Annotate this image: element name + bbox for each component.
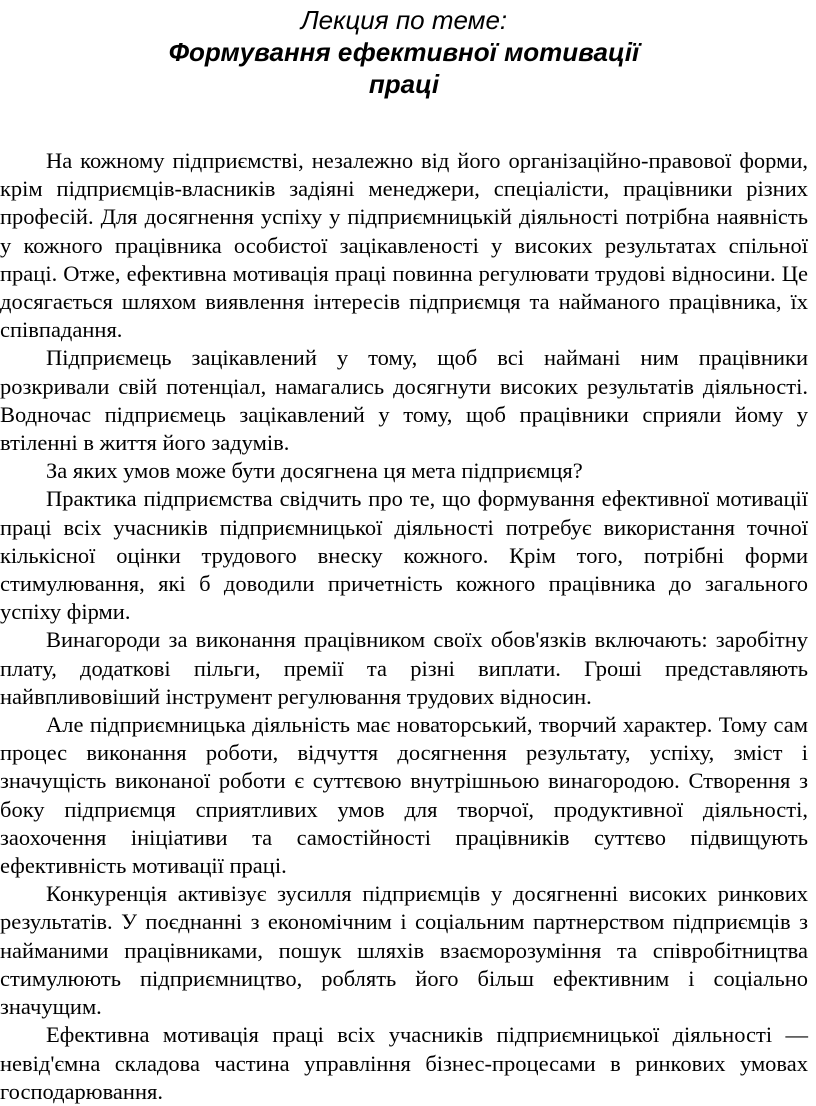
paragraph: Підприємець зацікавлений у тому, щоб всі наймані ним працівники розкривали свій потенціал, намагались досягнути високих результатів діяльності. Водночас підприємець зацікавлений у тому, щоб працівники сприяли йому у втіленні в життя його задумів. (0, 345, 808, 456)
paragraph: Винагороди за виконання працівником своїх обов'язків включають: заробітну плату, додаткові пільги, премії та різні виплати. Гроші представляють найвпливовіший інструмент регулювання трудових відносин. (0, 627, 808, 709)
paragraph: Ефективна мотивація праці всіх учасників підприємницької діяльності — невід'ємна складова частина управління бізнес-процесами в ринкових умовах господарювання. (0, 1022, 808, 1104)
paragraph: На кожному підприємстві, незалежно від його організаційно-правової форми, крім підприємців-власників задіяні менеджери, спеціалісти, працівники різних професій. Для досягнення успіху у підприємницькій діяльності потрібна наявність у кожного працівника особистої зацікавленості у високих результатах спільної праці. Отже, ефективна мотивація праці повинна регулювати трудові відносини. Це досягається шляхом виявлення інтересів підприємця та найманого працівника, їх співпадання. (0, 148, 808, 343)
lecture-body (0, 147, 808, 1106)
paragraph: Але підприємницька діяльність має новаторський, творчий характер. Тому сам процес виконання роботи, відчуття досягнення результату, успіху, зміст і значущість виконаної роботи є суттєвою внутрішньою винагородою. Створення з боку підприємця сприятливих умов для творчої, продуктивної діяльності, заохочення ініціативи та самостійності працівників суттєво підвищують ефективність мотивації праці. (0, 712, 808, 879)
paragraph: За яких умов може бути досягнена ця мета підприємця? (46, 458, 583, 484)
title-topic-line1: Формування ефективної мотивації (168, 37, 640, 67)
paragraph: Конкуренція активізує зусилля підприємців у досягненні високих ринкових результатів. У поєднанні з економічним і соціальним партнерством підприємців з найманими працівниками, пошук шляхів взаєморозуміння та співробітництва стимулюють підприємництво, роблять його більш ефективним і соціально значущим. (0, 881, 808, 1020)
title-prefix: Лекция по теме: (300, 5, 508, 35)
title-topic-line2: праці (368, 69, 440, 99)
lecture-title (0, 4, 808, 100)
paragraph: Практика підприємства свідчить про те, що формування ефективної мотивації праці всіх учасників підприємницької діяльності потребує використання точної кількісної оцінки трудового внеску кожного. Крім того, потрібні форми стимулювання, які б доводили причетність кожного працівника до загального успіху фірми. (0, 486, 808, 625)
